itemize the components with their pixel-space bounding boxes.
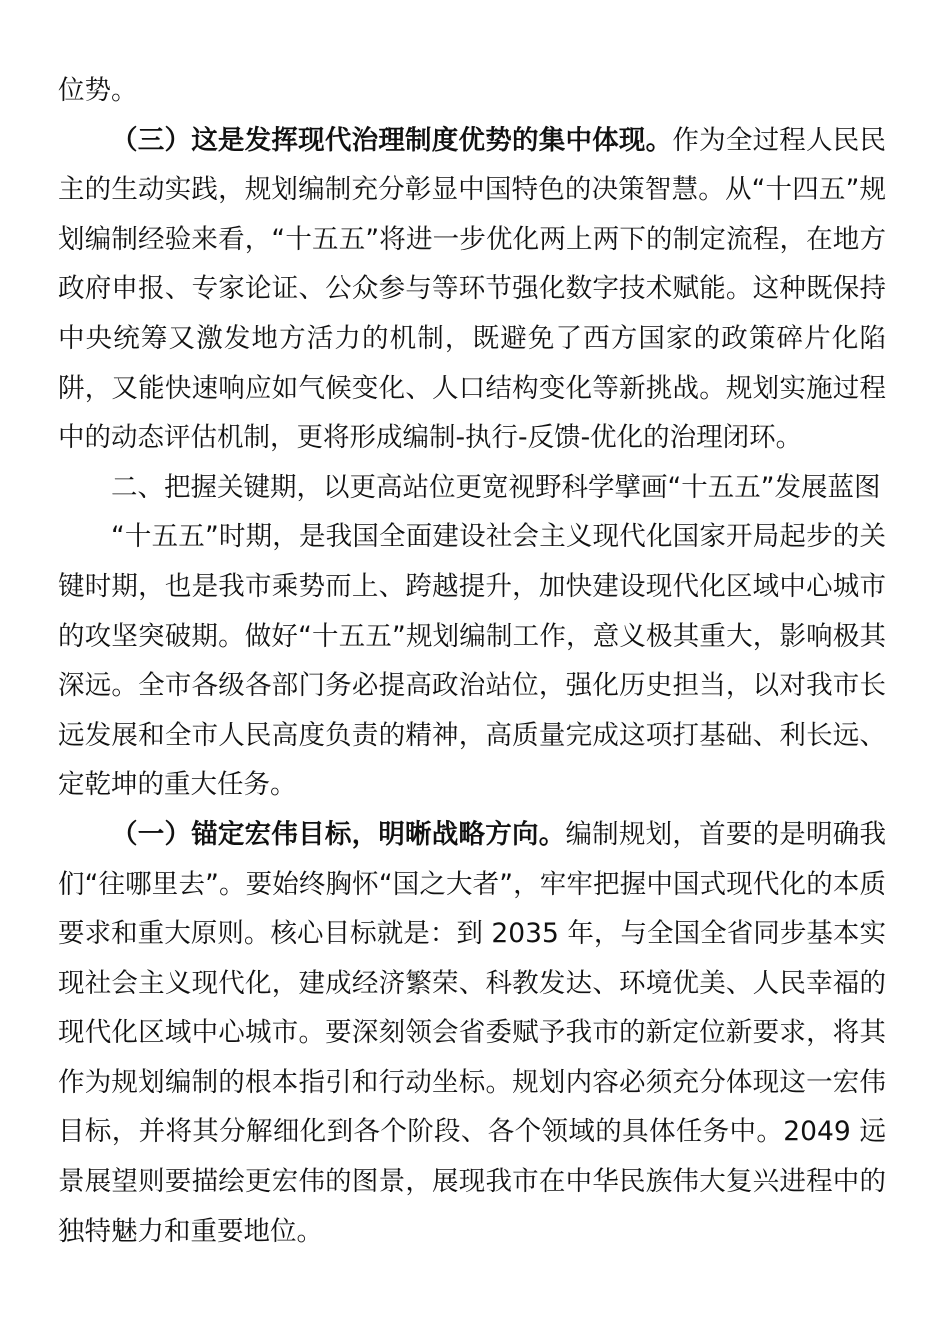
paragraph-continuation [58,66,886,116]
paragraph-text: 作为全过程人民民主的生动实践，规划编制充分彰显中国特色的决策智慧。从“十四五”规划编制经验来看，“十五五”将进一步优化两上两下的制定流程，在地方政府申报、专家论证、公众参与等环节强化数字技术赋能。这种既保持中央统筹又激发地方活力的机制，既避免了西方国家的政策碎片化陷阱，又能快速响应如气候变化、人口结构变化等新挑战。规划实施过程中的动态评估机制，更将形成编制-执行-反馈-优化的治理闭环。 [58,124,887,454]
section-heading-one: （一）锚定宏伟目标，明晰战略方向。 [111,818,566,850]
paragraph-text: “十五五”时期，是我国全面建设社会主义现代化国家开局起步的关键时期，也是我市乘势而上、跨越提升，加快建设现代化区域中心城市的攻坚突破期。做好“十五五”规划编制工作，意义极其重大，影响极其深远。全市各级各部门务必提高政治站位，强化历史担当，以对我市长远发展和全市人民高度负责的精神，高质量完成这项打基础、利长远、定乾坤的重大任务。 [58,521,886,801]
paragraph-text: 编制规划，首要的是明确我们“往哪里去”。要始终胸怀“国之大者”，牢牢把握中国式现代化的本质要求和重大原则。核心目标就是：到 2035 年，与全国全省同步基本实现社会主义现代化，建成经济繁荣、科教发达、环境优美、人民幸福的现代化区域中心城市。要深刻领会省委赋予我市的新定位新要求，将其作为规划编制的根本指引和行动坐标。规划内容必须充分体现这一宏伟目标，并将其分解细化到各个阶段、各个领域的具体任务中。2049 远景展望则要描绘更宏伟的图景，展现我市在中华民族伟大复兴进程中的独特魅力和重要地位。 [58,818,887,1247]
chapter-heading-two [58,463,886,513]
paragraph-section-three [58,116,886,463]
chapter-heading-text: 二、把握关键期，以更高站位更宽视野科学擘画“十五五”发展蓝图 [111,471,881,503]
paragraph-section-one [58,810,886,1256]
section-heading-three: （三）这是发挥现代治理制度优势的集中体现。 [111,124,673,156]
paragraph-text: 位势。 [58,75,138,106]
paragraph-intro [58,512,886,810]
document-page [58,66,886,1256]
